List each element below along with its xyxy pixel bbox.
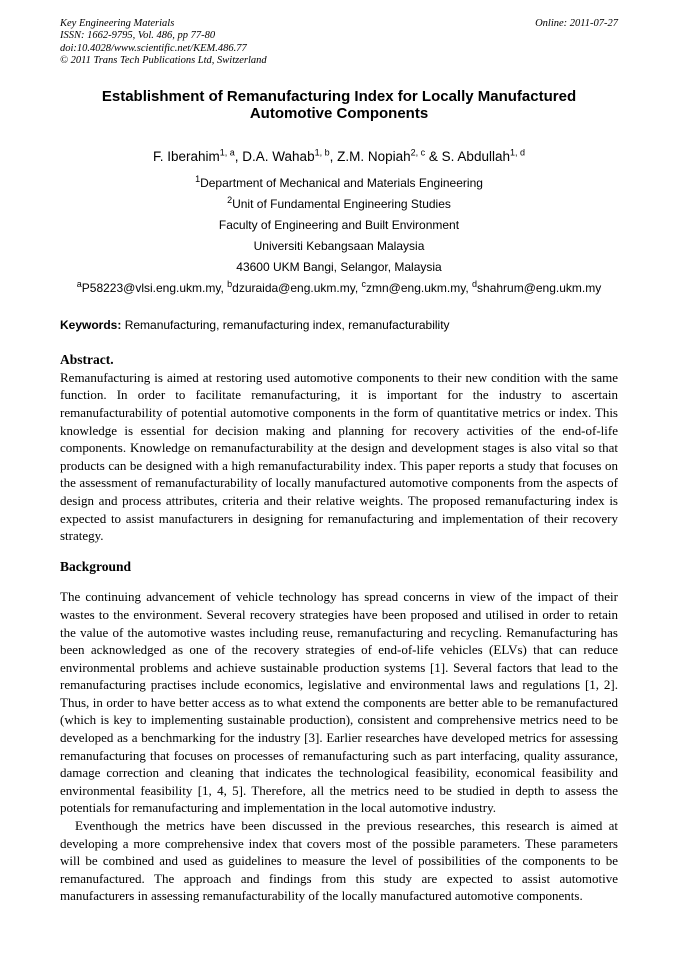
journal-name: Key Engineering Materials	[60, 18, 175, 29]
affiliation-text: Universiti Kebangsaan Malaysia	[253, 239, 425, 254]
keywords-text: Remanufacturing, remanufacturing index, remanufacturability	[124, 318, 450, 333]
author	[337, 149, 442, 164]
keywords-line	[60, 318, 618, 332]
author-separator: &	[425, 149, 442, 165]
emails-line	[60, 278, 618, 299]
online-date: Online: 2011-07-27	[535, 18, 618, 29]
keywords-label: Keywords:	[60, 318, 122, 333]
email-address: dzuraida@eng.ukm.my	[232, 281, 355, 296]
background-paragraph: Eventhough the metrics have been discussed in the previous researches, this research is aimed at developing a more comprehensive index that covers most of the possible parameters. These parameters will be combined and used as guidelines to measure the level of possibilities of the components to be remanufactured. The approach and findings from this study are expected to assist automotive manufacturers in assessing remanufacturability of the locally manufactured automotive components.	[60, 818, 618, 904]
author-affiliation-marker: 2, c	[410, 147, 426, 158]
author-email	[472, 281, 601, 295]
affiliation-marker: 2	[227, 195, 233, 206]
abstract-text: Remanufacturing is aimed at restoring used automotive components to their new condition with the same function. In order to facilitate remanufacturing, it is important for the industry to ascertain remanufacturability of potential automotive components in the form of quantitative metrics or index. This knowledge is essential for decision making and planning for recovery activities of the end-of-life components. Knowledge on remanufacturability at the design and development stages is also vital so that products can be designed with a high remanufacturability index. This paper reports a study that focuses on the assessment of remanufacturability of locally manufactured automotive components from the aspects of design and process attributes, criteria and their relative weights. The proposed remanufacturing index is expected to assist manufacturers in designing for remanufacturing and implementation of their recovery strategy.	[60, 369, 618, 544]
affiliation-text: Faculty of Engineering and Built Environment	[218, 218, 460, 233]
author	[242, 149, 337, 164]
email-marker: a	[76, 279, 82, 290]
affiliation-marker: 1	[195, 174, 201, 185]
author-separator: ,	[234, 149, 243, 165]
author-email	[227, 281, 361, 295]
author	[153, 149, 242, 164]
affiliation-text: Unit of Fundamental Engineering Studies	[232, 197, 451, 212]
affiliation-line	[60, 194, 618, 215]
author-email	[77, 281, 227, 295]
email-marker: d	[472, 279, 478, 290]
author-name: D.A. Wahab	[242, 149, 315, 165]
background-paragraph: The continuing advancement of vehicle technology has spread concerns in view of the impact of their wastes to the environment. Several recovery strategies have been proposed and utilised in order to retain the value of the automotive wastes including reuse, remanufacturing and recycling. Remanufacturing has been acknowledged as one of the recovery strategies of end-of-life vehicles (ELVs) that can reduce environmental problems and achieve sustainable production systems [1]. Several factors that lead to the remanufacturing practises include economics, legislative and environmental laws and regulations [1, 2]. Thus, in order to have better access as to what extend the components are better able to be remanufactured (which is key to implementing sustainable production), consistent and comprehensive metrics need to be developed as a benchmarking for the industry [3]. Earlier researches have developed metrics for assessing remanufacturing that focuses on processes of remanufacturing such as part interfacing, quality assurance, damage correction and cleaning that indicates the technological feasibility, economical feasibility and environmental feasibility [1, 4, 5]. Therefore, all the metrics need to be studied in depth to assess the potentials for remanufacturing and implementation in the local automotive industry.	[60, 589, 618, 816]
authors-line	[60, 149, 618, 164]
email-marker: b	[227, 279, 233, 290]
affiliation-text: 43600 UKM Bangi, Selangor, Malaysia	[236, 260, 442, 275]
affiliation-line	[60, 257, 618, 278]
copyright-line: © 2011 Trans Tech Publications Ltd, Switzerland	[60, 54, 267, 66]
author-separator: ,	[329, 149, 338, 165]
affiliation-text: Department of Mechanical and Materials Engineering	[200, 176, 483, 191]
affiliation-line	[60, 215, 618, 236]
email-address: zmn@eng.ukm.my	[366, 281, 466, 296]
paper-title: Establishment of Remanufacturing Index for Locally Manufactured Automotive Components	[101, 88, 577, 123]
publication-header	[60, 18, 618, 67]
email-marker: c	[361, 279, 366, 290]
author	[442, 149, 525, 164]
author-affiliation-marker: 1, d	[509, 147, 525, 158]
author-email	[362, 281, 473, 295]
affiliation-line	[60, 173, 618, 194]
issn-volume-pages: ISSN: 1662-9795, Vol. 486, pp 77-80	[60, 30, 216, 42]
email-address: shahrum@eng.ukm.my	[477, 281, 602, 296]
author-name: Z.M. Nopiah	[337, 149, 411, 165]
author-affiliation-marker: 1, a	[219, 147, 235, 158]
email-separator: ,	[354, 281, 362, 296]
background-heading: Background	[60, 558, 132, 574]
email-separator: ,	[465, 281, 472, 296]
abstract-heading: Abstract.	[60, 352, 114, 368]
doi-line: doi:10.4028/www.scientific.net/KEM.486.77	[60, 42, 247, 54]
email-address: P58223@vlsi.eng.ukm.my	[81, 281, 221, 296]
affiliations-block	[60, 173, 618, 299]
author-name: S. Abdullah	[441, 149, 510, 165]
affiliation-line	[60, 236, 618, 257]
author-name: F. Iberahim	[152, 149, 220, 165]
email-separator: ,	[220, 281, 228, 296]
author-affiliation-marker: 1, b	[314, 147, 330, 158]
